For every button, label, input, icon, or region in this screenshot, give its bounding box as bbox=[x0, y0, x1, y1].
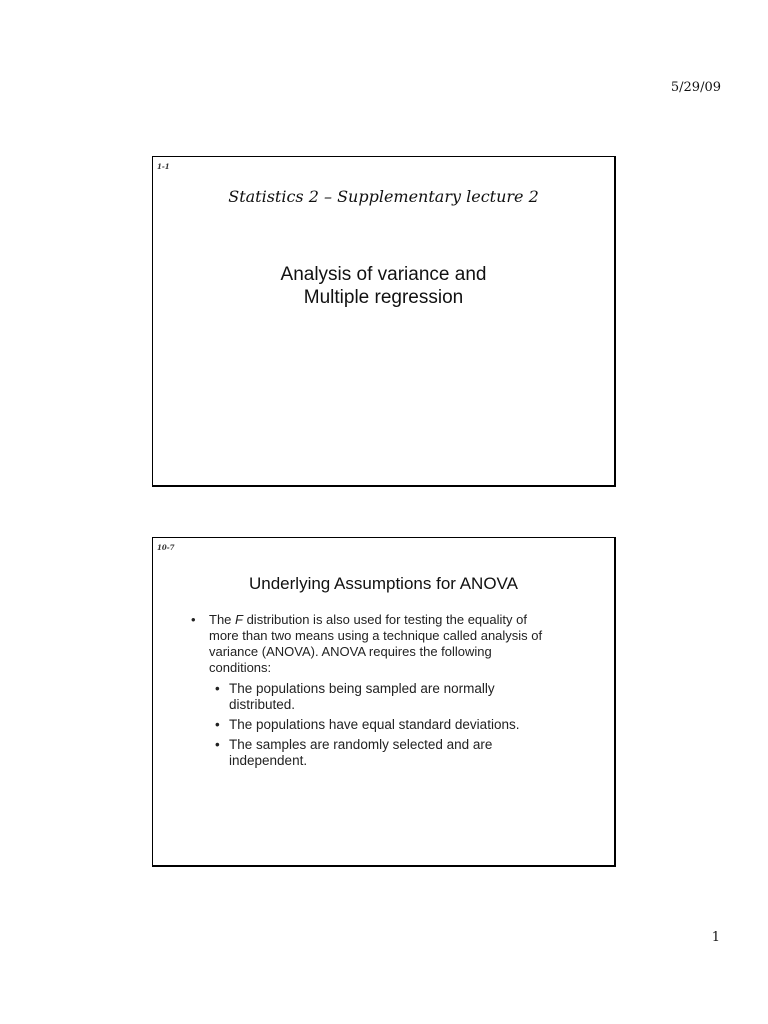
bullet-list bbox=[191, 612, 551, 773]
page-date: 5/29/09 bbox=[670, 80, 721, 95]
bullet-item bbox=[191, 612, 551, 676]
sub-bullet-item bbox=[211, 681, 551, 713]
slide-number: 10-7 bbox=[157, 543, 175, 552]
slide-title: Underlying Assumptions for ANOVA bbox=[249, 574, 518, 593]
bullet-text-prefix: The bbox=[209, 612, 236, 627]
sub-bullet-text: The samples are randomly selected and are independent. bbox=[229, 737, 493, 768]
slide-title-line-2: Multiple regression bbox=[303, 287, 464, 308]
bullet-text-rest: distribution is also used for testing the equality of more than two means using a technique called analysis of variance (ANOVA). ANOVA requires the following conditions: bbox=[209, 612, 543, 675]
slide-1 bbox=[152, 156, 616, 487]
slide-title-line-1: Analysis of variance and bbox=[280, 264, 487, 285]
bullet-dot: • bbox=[191, 612, 196, 627]
sub-bullet-item bbox=[211, 737, 551, 769]
slide-number: 1-1 bbox=[157, 162, 170, 171]
sub-bullet-text: The populations have equal standard deviations. bbox=[229, 717, 520, 732]
page-number: 1 bbox=[711, 930, 720, 945]
sub-bullet-text: The populations being sampled are normally distributed. bbox=[229, 681, 495, 712]
slide-subtitle: Statistics 2 – Supplementary lecture 2 bbox=[228, 187, 539, 206]
bullet-dot: • bbox=[215, 737, 220, 752]
slide-2 bbox=[152, 537, 616, 867]
sub-bullet-list bbox=[191, 681, 551, 769]
bullet-dot: • bbox=[215, 681, 220, 696]
bullet-text-italic: F bbox=[235, 612, 243, 627]
sub-bullet-item bbox=[211, 717, 551, 733]
slide-title bbox=[153, 263, 614, 309]
bullet-dot: • bbox=[215, 717, 220, 732]
